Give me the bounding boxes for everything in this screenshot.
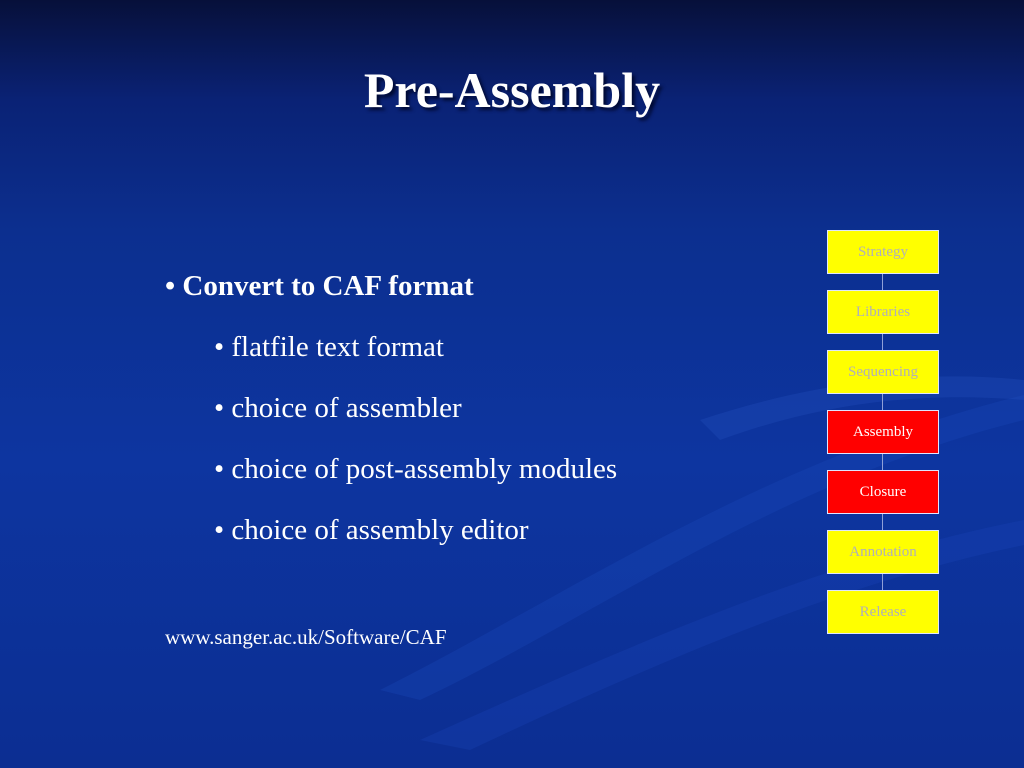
bullet-sub: • choice of post-assembly modules xyxy=(214,453,618,485)
pipeline-step-release: Release xyxy=(827,590,939,634)
pipeline-step-strategy: Strategy xyxy=(827,230,939,274)
pipeline-connector xyxy=(882,514,883,530)
pipeline-connector xyxy=(882,394,883,410)
pipeline-step-libraries: Libraries xyxy=(827,290,939,334)
bullet-sub: • flatfile text format xyxy=(214,331,444,363)
bullet-sub: • choice of assembler xyxy=(214,392,462,424)
pipeline-flowchart xyxy=(827,230,939,634)
pipeline-connector xyxy=(882,454,883,470)
pipeline-connector xyxy=(882,274,883,290)
pipeline-step-annotation: Annotation xyxy=(827,530,939,574)
bullet-list xyxy=(165,272,617,577)
pipeline-connector xyxy=(882,574,883,590)
slide-title: Pre-Assembly xyxy=(363,62,661,118)
bullet-main: • Convert to CAF format xyxy=(165,270,474,302)
pipeline-step-sequencing: Sequencing xyxy=(827,350,939,394)
bullet-sub: • choice of assembly editor xyxy=(214,514,529,546)
pipeline-connector xyxy=(882,334,883,350)
caf-url-link[interactable]: www.sanger.ac.uk/Software/CAF xyxy=(165,625,447,649)
pipeline-step-assembly: Assembly xyxy=(827,410,939,454)
pipeline-step-closure: Closure xyxy=(827,470,939,514)
